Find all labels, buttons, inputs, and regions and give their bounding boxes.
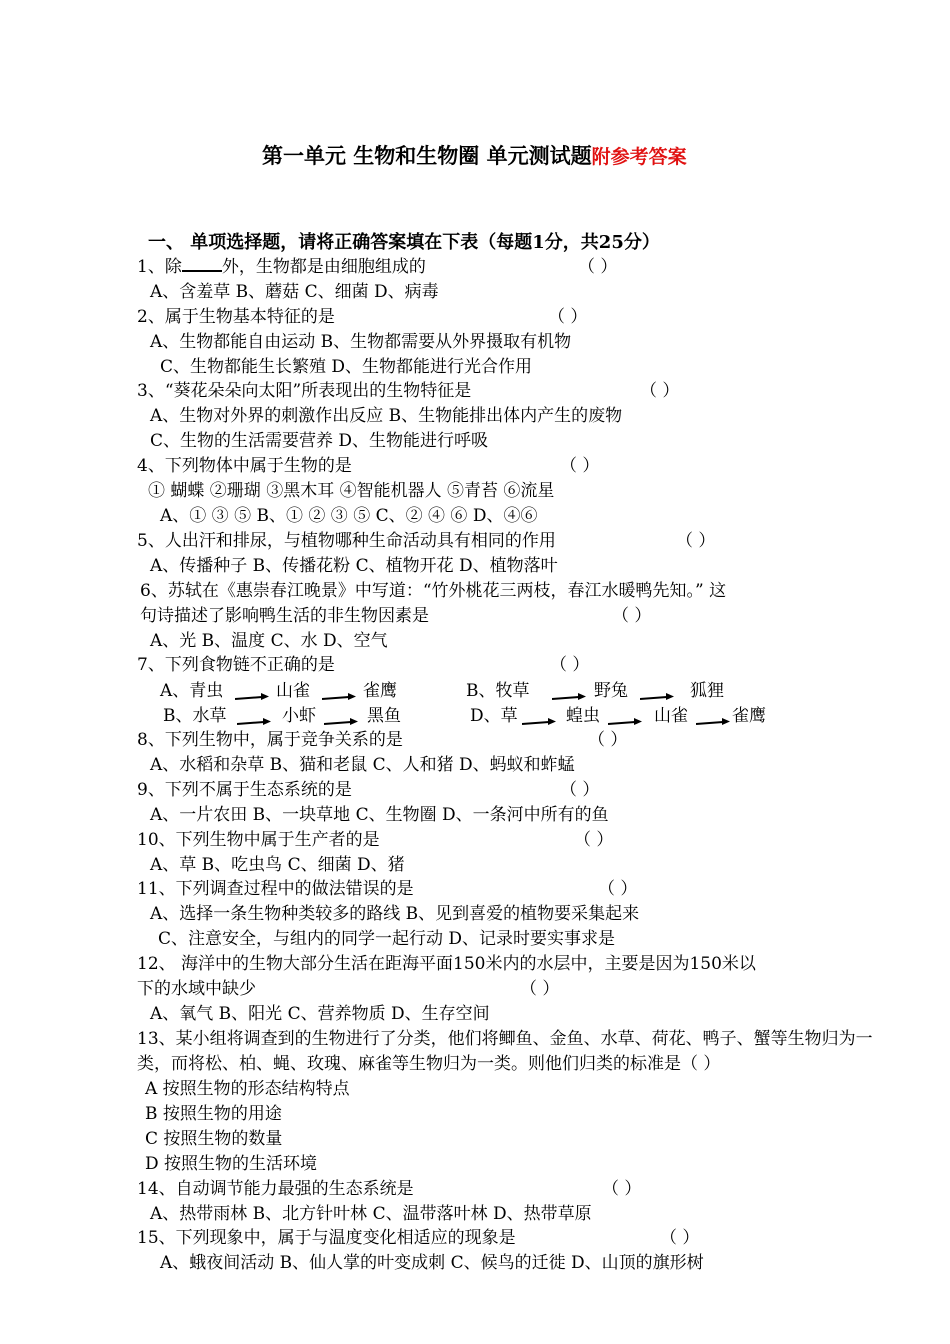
question-14: 14、自动调节能力最强的生态系统是 <box>137 1179 414 1199</box>
chain-a-1: A、青虫 <box>160 681 224 701</box>
q6-options: A、光 B、温度 C、水 D、空气 <box>150 631 388 651</box>
answer-paren-15[interactable]: （ ） <box>660 1228 700 1248</box>
answer-paren-8[interactable]: （ ） <box>588 730 628 750</box>
chain-b-3: 狐狸 <box>690 681 724 701</box>
q3-options-2: C、生物的生活需要营养 D、生物能进行呼吸 <box>150 431 489 451</box>
arrow-icon <box>322 692 356 702</box>
chain-c-1: B、水草 <box>163 706 227 726</box>
question-6-line-2: 句诗描述了影响鸭生活的非生物因素是 <box>140 606 429 626</box>
q8-options: A、水稻和杂草 B、猫和老鼠 C、人和猪 D、蚂蚁和蚱蜢 <box>150 755 575 775</box>
q4-items: ① 蝴蝶 ②珊瑚 ③黑木耳 ④智能机器人 ⑤青苔 ⑥流星 <box>148 481 555 501</box>
chain-c-2: 小虾 <box>282 706 316 726</box>
question-13-line-1: 13、某小组将调查到的生物进行了分类，他们将鲫鱼、金鱼、水草、荷花、鸭子、蟹等生物归为一 <box>137 1029 873 1049</box>
fill-blank[interactable] <box>182 256 222 272</box>
question-7: 7、下列食物链不正确的是 <box>137 655 335 675</box>
question-9: 9、下列不属于生态系统的是 <box>137 780 352 800</box>
question-4: 4、下列物体中属于生物的是 <box>137 456 352 476</box>
q5-options: A、传播种子 B、传播花粉 C、植物开花 D、植物落叶 <box>150 556 558 576</box>
question-12-line-2: 下的水域中缺少 <box>137 979 256 999</box>
q2-options-2: C、生物都能生长繁殖 D、生物都能进行光合作用 <box>160 357 533 377</box>
question-3: 3、“葵花朵朵向太阳”所表现出的生物特征是 <box>137 381 472 401</box>
q13-option-a: A 按照生物的形态结构特点 <box>145 1079 350 1099</box>
answer-paren-6[interactable]: （ ） <box>612 606 652 626</box>
answer-paren-9[interactable]: （ ） <box>560 780 600 800</box>
section-heading: 一、 单项选择题，请将正确答案填在下表（每题1分，共25分） <box>148 232 660 253</box>
question-2: 2、属于生物基本特征的是 <box>137 307 335 327</box>
q9-options: A、一片农田 B、一块草地 C、生物圈 D、一条河中所有的鱼 <box>150 805 609 825</box>
page-title <box>262 140 687 170</box>
q1-post: 外，生物都是由细胞组成的 <box>221 257 426 277</box>
arrow-icon <box>235 692 269 702</box>
q13-option-c: C 按照生物的数量 <box>145 1129 283 1149</box>
chain-a-2: 山雀 <box>276 681 310 701</box>
q13-option-d: D 按照生物的生活环境 <box>145 1154 318 1174</box>
chain-d-1: D、草 <box>470 706 518 726</box>
question-11: 11、下列调查过程中的做法错误的是 <box>137 879 414 899</box>
arrow-icon <box>640 692 674 702</box>
question-8: 8、下列生物中，属于竞争关系的是 <box>137 730 403 750</box>
arrow-icon <box>552 692 586 702</box>
answer-paren-5[interactable]: （ ） <box>676 531 716 551</box>
chain-c-3: 黑鱼 <box>367 706 401 726</box>
question-6-line-1: 6、苏轼在《惠崇春江晚景》中写道：“竹外桃花三两枝，春江水暖鸭先知。” 这 <box>140 581 727 601</box>
q1-options: A、含羞草 B、蘑菇 C、细菌 D、病毒 <box>150 282 439 302</box>
answer-paren-11[interactable]: （ ） <box>598 879 638 899</box>
q3-options-1: A、生物对外界的刺激作出反应 B、生物能排出体内产生的废物 <box>150 406 623 426</box>
q10-options: A、草 B、吃虫鸟 C、细菌 D、猪 <box>150 855 405 875</box>
title-answer-note: 附参考答案 <box>591 146 687 168</box>
answer-paren-12[interactable]: （ ） <box>520 979 560 999</box>
answer-paren-2[interactable]: （ ） <box>548 307 588 327</box>
chain-b-2: 野兔 <box>594 681 628 701</box>
arrow-icon <box>696 717 730 727</box>
answer-paren-3[interactable]: （ ） <box>640 381 680 401</box>
arrow-icon <box>324 717 358 727</box>
question-12-line-1: 12、 海洋中的生物大部分生活在距海平面150米内的水层中，主要是因为150米以 <box>137 954 756 974</box>
answer-paren-10[interactable]: （ ） <box>574 830 614 850</box>
chain-a-3: 雀鹰 <box>363 681 397 701</box>
answer-paren-14[interactable]: （ ） <box>602 1179 642 1199</box>
question-10: 10、下列生物中属于生产者的是 <box>137 830 380 850</box>
chain-d-3: 山雀 <box>654 706 688 726</box>
q14-options: A、热带雨林 B、北方针叶林 C、温带落叶林 D、热带草原 <box>150 1204 592 1224</box>
q13-option-b: B 按照生物的用途 <box>145 1104 282 1124</box>
question-15: 15、下列现象中，属于与温度变化相适应的现象是 <box>137 1228 516 1248</box>
answer-paren-4[interactable]: （ ） <box>560 456 600 476</box>
title-main: 第一单元 生物和生物圈 单元测试题 <box>262 143 592 168</box>
question-13-line-2: 类，而将松、柏、蝇、玫瑰、麻雀等生物归为一类。则他们归类的标准是（ ） <box>137 1054 721 1074</box>
answer-paren-1[interactable]: （ ） <box>578 257 618 277</box>
arrow-icon <box>522 717 556 727</box>
arrow-icon <box>237 717 271 727</box>
question-1 <box>137 256 426 278</box>
q11-options-2: C、注意安全，与组内的同学一起行动 D、记录时要实事求是 <box>158 929 616 949</box>
answer-paren-7[interactable]: （ ） <box>550 655 590 675</box>
q11-options-1: A、选择一条生物种类较多的路线 B、见到喜爱的植物要采集起来 <box>150 904 640 924</box>
q12-options: A、氧气 B、阳光 C、营养物质 D、生存空间 <box>150 1004 490 1024</box>
q15-options: A、蛾夜间活动 B、仙人掌的叶变成刺 C、候鸟的迁徙 D、山顶的旗形树 <box>160 1253 704 1273</box>
arrow-icon <box>608 717 642 727</box>
question-5: 5、人出汗和排尿，与植物哪种生命活动具有相同的作用 <box>137 531 556 551</box>
q4-options: A、① ③ ⑤ B、① ② ③ ⑤ C、② ④ ⑥ D、④⑥ <box>160 506 538 526</box>
q1-pre: 1、除 <box>137 257 182 277</box>
chain-d-2: 蝗虫 <box>566 706 600 726</box>
chain-d-4: 雀鹰 <box>732 706 766 726</box>
q2-options-1: A、生物都能自由运动 B、生物都需要从外界摄取有机物 <box>150 332 572 352</box>
chain-b-1: B、牧草 <box>466 681 530 701</box>
